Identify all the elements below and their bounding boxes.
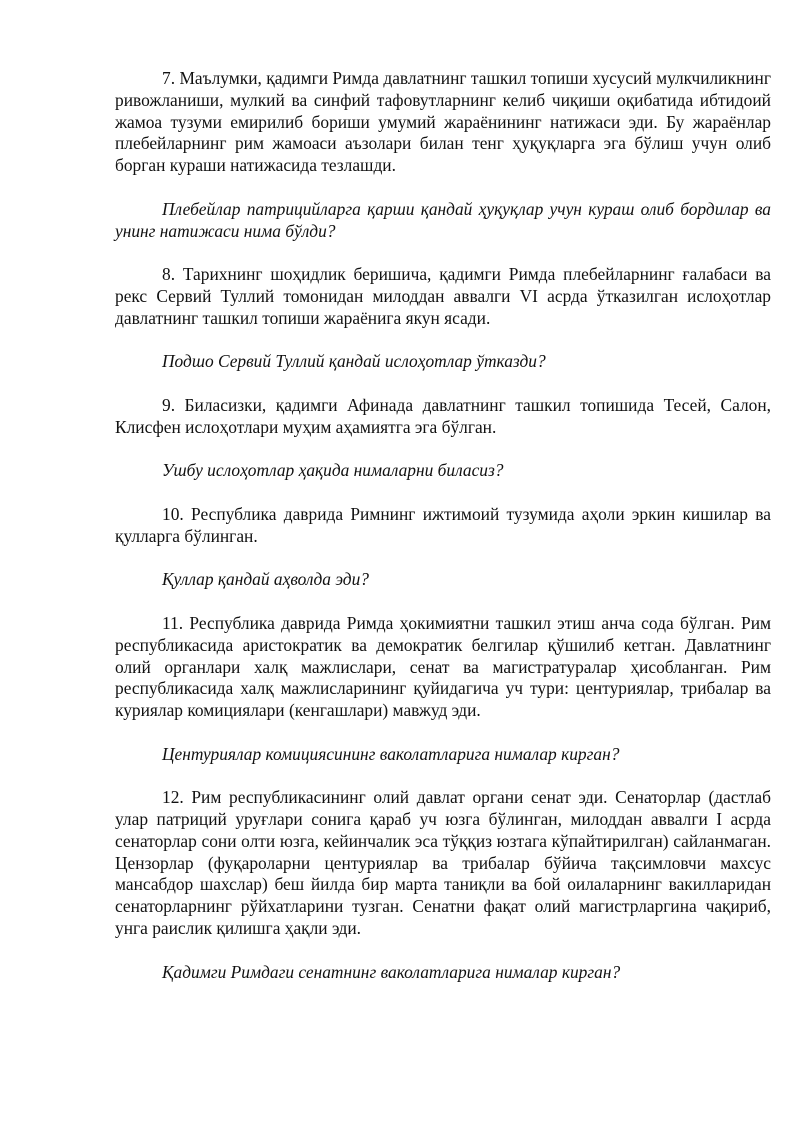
paragraph-10: 10. Республика даврида Римнинг ижтимоий тузумида аҳоли эркин кишилар ва қулларга бўлинган. <box>115 503 771 546</box>
question-slaves-condition: Қуллар қандай аҳволда эди? <box>162 569 369 590</box>
paragraph-8: 8. Тарихнинг шоҳидлик беришича, қадимги Римда плебейларнинг ғалабаси ва рекс Сервий Туллий томонидан милоддан аввалги VI асрда ўтказилган ислоҳотлар давлатнинг ташкил топиши жараёнига якун ясади. <box>115 264 771 328</box>
question-servius-tullius-reforms: Подшо Сервий Туллий қандай ислоҳотлар ўтказди? <box>162 351 546 372</box>
question-plebeians-struggle: Плебейлар патрицийларга қарши қандай ҳуқуқлар учун кураш олиб бордилар ва унинг натижаси нима бўлди? <box>115 198 771 241</box>
paragraph-9: 9. Биласизки, қадимги Афинада давлатнинг ташкил топишида Тесей, Салон, Клисфен ислоҳотлари муҳим аҳамиятга эга бўлган. <box>115 394 771 437</box>
question-athens-reforms: Ушбу ислоҳотлар ҳақида нималарни биласиз? <box>162 460 504 481</box>
document-page <box>115 68 771 1005</box>
question-senate-powers: Қадимги Римдаги сенатнинг ваколатларига нималар кирган? <box>162 961 621 982</box>
paragraph-12: 12. Рим республикасининг олий давлат органи сенат эди. Сенаторлар (дастлаб улар патриций уруғлари сонига қараб уч юзга бўлинган, милоддан аввалги I асрда сенаторлар сони олти юзга, кейинчалик эса тўққиз юзтага кўпайтирилган) сайланмаган. Цензорлар (фуқароларни центуриялар ва трибалар бўйича тақсимловчи махсус мансабдор шахслар) беш йилда бир марта таниқли ва бой оилаларнинг вакилларидан сенаторларнинг рўйхатларини тузган. Сенатни фақат олий магистрларгина чақириб, унга раислик қилишга ҳақли эди. <box>115 787 771 939</box>
paragraph-7: 7. Маълумки, қадимги Римда давлатнинг ташкил топиши хусусий мулкчиликнинг ривожланиши, мулкий ва синфий тафовутларнинг келиб чиқиши оқибатида ибтидоий жамоа тузуми емирилиб бориши умумий жараёнининг натижаси эди. Бу жараёнлар плебейларнинг рим жамоаси аъзолари билан тенг ҳуқуқларга эга бўлиш учун олиб борган кураши натижасида тезлашди. <box>115 68 771 176</box>
question-centuriate-comitia: Центуриялар комициясининг ваколатларига нималар кирган? <box>162 743 620 764</box>
paragraph-11: 11. Республика даврида Римда ҳокимиятни ташкил этиш анча сода бўлган. Рим республикасида аристократик ва демократик белгилар қўшилиб кетган. Давлатнинг олий органлари халқ мажлислари, сенат ва магистратуралар ҳисобланган. Рим республикасида халқ мажлисларининг қуйидагича уч тури: центуриялар, трибалар ва куриялар комициялари (кенгашлари) мавжуд эди. <box>115 612 771 721</box>
